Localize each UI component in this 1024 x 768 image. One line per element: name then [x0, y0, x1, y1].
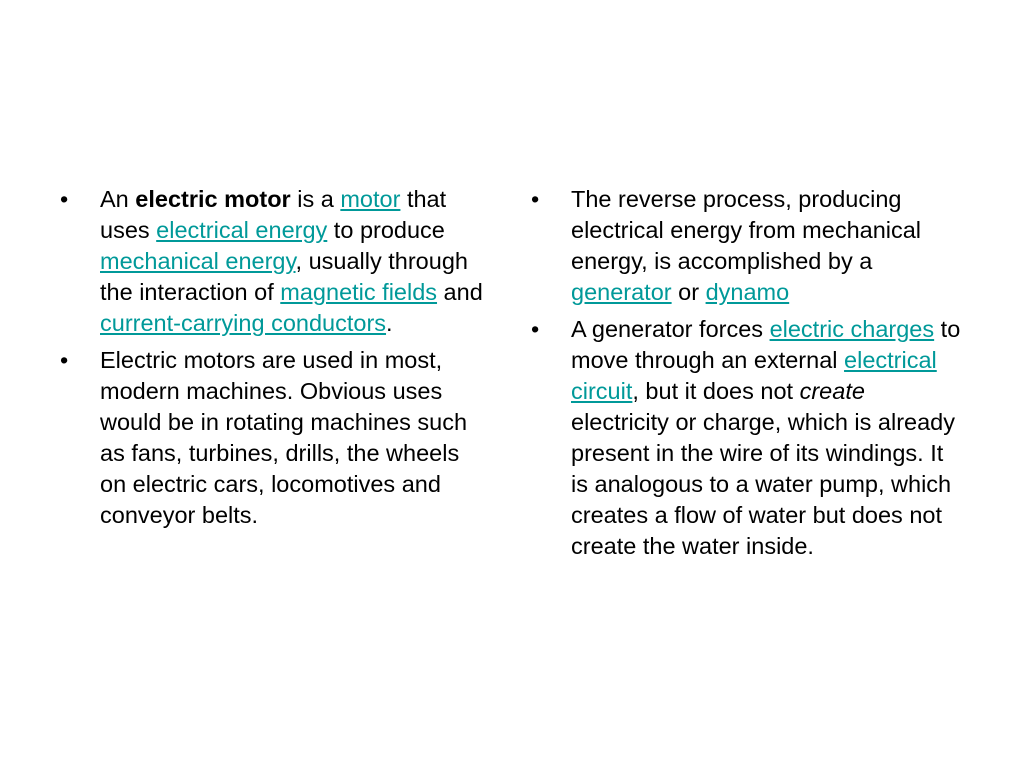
link-electrical-energy[interactable]: electrical energy	[156, 217, 328, 243]
link-magnetic-fields[interactable]: magnetic fields	[280, 279, 438, 305]
right-column	[531, 184, 961, 568]
bullet-marker: •	[60, 186, 69, 212]
text-segment: Electric motors are used in most, modern machines. Obvious uses would be in rotating machines such as fans, turbines, drills, the wheels on electric cars, locomotives and conveyor belts.	[100, 347, 468, 528]
bullet-marker: •	[60, 347, 69, 373]
bullet-generator-explanation	[531, 314, 961, 562]
bullet-marker: •	[531, 186, 540, 212]
text-segment: .	[386, 310, 393, 336]
link-motor[interactable]: motor	[340, 186, 401, 212]
bullet-electric-motor-definition	[60, 184, 490, 339]
left-column	[60, 184, 490, 537]
bullet-reverse-process	[531, 184, 961, 308]
term-electric-motor: electric motor	[135, 186, 291, 212]
text-segment: A generator forces	[571, 316, 770, 342]
link-mechanical-energy[interactable]: mechanical energy	[100, 248, 296, 274]
text-segment: to move through an external	[571, 316, 961, 373]
text-segment: or	[671, 279, 706, 305]
text-segment: , but it does not	[632, 378, 800, 404]
text-segment: An	[100, 186, 136, 212]
emphasis-create: create	[799, 378, 865, 404]
text-segment: The reverse process, producing electrical energy from mechanical energy, is accomplished by a	[571, 186, 922, 274]
text-segment: that uses	[100, 186, 447, 243]
link-dynamo[interactable]: dynamo	[705, 279, 790, 305]
link-generator[interactable]: generator	[571, 279, 672, 305]
bullet-electric-motor-uses	[60, 345, 490, 531]
text-segment: and	[437, 279, 483, 305]
bullet-marker: •	[531, 316, 540, 342]
text-segment: to produce	[327, 217, 445, 243]
link-electric-charges[interactable]: electric charges	[769, 316, 935, 342]
text-segment: is a	[290, 186, 341, 212]
link-electrical-circuit[interactable]: electrical circuit	[571, 347, 937, 404]
link-current-carrying-conductors[interactable]: current-carrying conductors	[100, 310, 387, 336]
text-segment: electricity or charge, which is already present in the wire of its windings. It is analogous to a water pump, which creates a flow of water but does not create the water inside.	[571, 409, 955, 559]
text-segment: , usually through the interaction of	[100, 248, 468, 305]
